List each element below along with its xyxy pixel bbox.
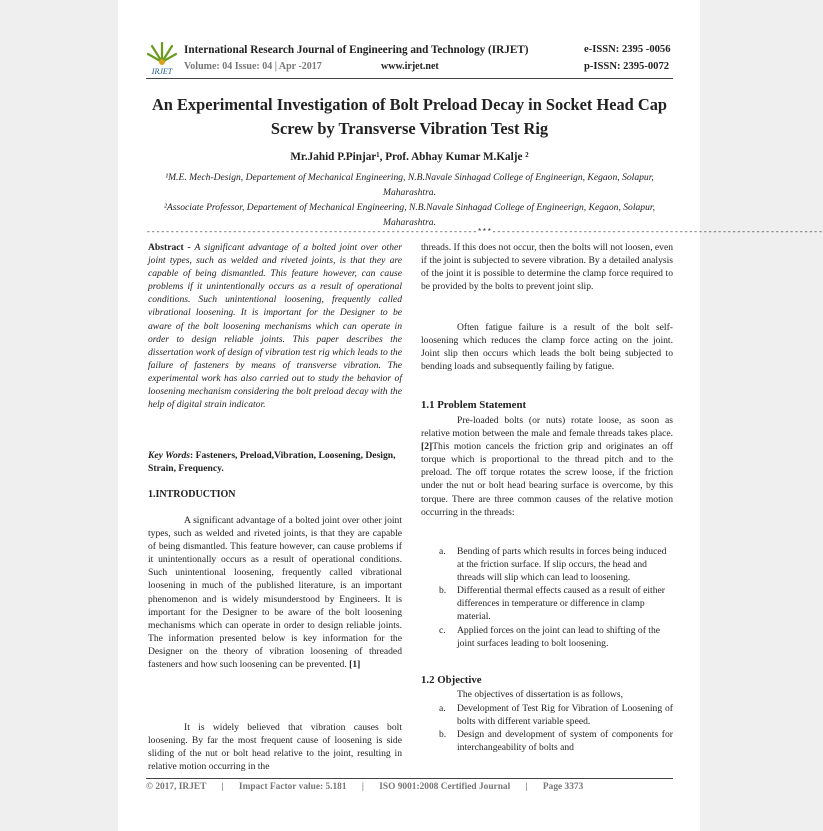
list-marker: c. — [439, 624, 446, 636]
problem-p-text-a: Pre-loaded bolts (or nuts) rotate loose, as soon as relative motion between the male and female threads takes place. — [421, 415, 673, 440]
abstract — [148, 241, 402, 411]
citation-1: [1] — [349, 659, 361, 671]
citation-2: [2] — [421, 441, 433, 453]
list-item-text: Development of Test Rig for Vibration of Loosening of bolts with different variable speed. — [457, 703, 673, 728]
paper-title: An Experimental Investigation of Bolt Preload Decay in Socket Head Cap Screw by Transverse Vibration Test Rig — [151, 95, 668, 138]
header-rule — [146, 78, 673, 79]
intro-paragraph-2: It is widely believed that vibration causes bolt loosening. By far the most frequent cause of loosening is side sliding of the nut or bolt head relative to the joint, resulting in relative motion occurring in the — [148, 722, 402, 773]
list-marker: a. — [439, 703, 446, 714]
eissn: e-ISSN: 2395 -0056 — [584, 44, 671, 55]
affiliation-2: ²Associate Professor, Departement of Mechanical Engineering, N.B.Navale Sinhagad College of Engineerign, Kegaon, Solapur, Maharashtra. — [164, 202, 655, 228]
list-marker: b. — [439, 585, 447, 597]
causes-list — [421, 545, 673, 650]
objective-intro: The objectives of dissertation is as follows, — [457, 689, 623, 700]
intro-p1-text: A significant advantage of a bolted joint over other joint types, such as welded and riveted joints, is that they are capable of being dismantled. This feature however, can cause problems if it unintentionally occurs as a result of operational conditions. Such unintentional loosening, frequently called vibrational loosening in much of the published literature, is an important phenomenon and is widely misunderstood by Engineers. It is important for the Designer to be aware of the bolt loosening mechanisms which can operate in order to design reliable joints. The information presented below is key information for the Designer on the theory of vibration loosening of threaded fasteners and how such loosening can be prevented. — [148, 515, 402, 671]
list-item — [421, 545, 673, 584]
abstract-label: Abstract - — [148, 242, 195, 253]
right-paragraph-2: Often fatigue failure is a result of the bolt self-loosening which reduces the clamp force acting on the joint. Joint slip then occurs which leads the bolt being subjected to bending loads and subsequently failing by fatigue. — [421, 322, 673, 373]
volume-issue: Volume: 04 Issue: 04 | Apr -2017 — [184, 61, 322, 72]
list-marker: b. — [439, 729, 447, 741]
list-item-text: Applied forces on the joint can lead to shifting of the joint surfaces leading to bolt loosening. — [457, 624, 661, 649]
footer-page: Page 3373 — [542, 782, 584, 792]
section-separator: ---------------------------------------------------------------------***--------------------------------------------------------------------- — [146, 228, 823, 237]
intro-heading: 1.INTRODUCTION — [148, 489, 236, 500]
keywords — [148, 449, 402, 475]
journal-name: International Research Journal of Engineering and Technology (IRJET) — [184, 44, 529, 56]
footer-iso: ISO 9001:2008 Certified Journal — [379, 782, 511, 792]
affiliation-1: ¹M.E. Mech-Design, Departement of Mechanical Engineering, N.B.Navale Sinhagad College of Engineerign, Kegaon, Solapur, Maharashtra. — [165, 172, 654, 198]
list-item — [421, 728, 673, 754]
keywords-label: Key Words — [148, 450, 191, 461]
abstract-text: A significant advantage of a bolted joint over other joint types, such as welded and riveted joints, is that they are capable of being dismantled. This feature however, can cause problems if it unintentionally occurs as a result of operational conditions. Such unintentional loosening, frequently called vibrational loosening. It is important for the Designer to be aware of the bolt loosening mechanisms which can operate in order to design reliable joints. This paper describes the dissertation work of design of vibration test rig which leads to the failure of fasteners by means of transverse vibration. The experimental work has also carried out to study the behavior of loosening mechanism considering the bolt preload decay with the help of digital strain indicator. — [148, 242, 402, 411]
problem-p-text-b: This motion cancels the friction grip and originates an off torque which is proportional to the thread pitch and to the preload. The off torque rotates the screw loose, if the friction under the nut or bolt head bearing surface is overcome, by this torque. There are three common causes of the relative motion occurring in the threads: — [421, 441, 673, 518]
list-marker: a. — [439, 546, 446, 557]
keywords-text: : Fasteners, Preload,Vibration, Loosening, Design, Strain, Frequency. — [148, 450, 396, 475]
intro-paragraph-1 — [148, 514, 402, 671]
objectives-list — [421, 702, 673, 754]
list-item — [421, 584, 673, 623]
list-item-text: Bending of parts which results in forces being induced at the friction surface. If slip occurs, the head and threads will slip which can lead to loosening. — [457, 546, 667, 584]
journal-url[interactable]: www.irjet.net — [381, 61, 439, 72]
right-paragraph-1: threads. If this does not occur, then the bolts will not loosen, even if the joint is subjected to severe vibration. By a detailed analysis of the joint it is possible to determine the clamp force required to be provided by the bolts to prevent joint slip. — [421, 242, 673, 293]
list-item — [421, 702, 673, 728]
pissn: p-ISSN: 2395-0072 — [584, 61, 670, 72]
heading-objective: 1.2 Objective — [421, 674, 482, 686]
list-item-text: Design and development of system of components for interchangeability of bolts and — [457, 729, 673, 754]
irjet-logo — [146, 40, 178, 76]
heading-problem-statement: 1.1 Problem Statement — [421, 399, 527, 411]
logo-text: IRJET — [151, 67, 173, 76]
footer-rule — [146, 778, 673, 779]
footer: © 2017, IRJET | Impact Factor value: 5.181 | ISO 9001:2008 Certified Journal | Page 3373 — [146, 782, 584, 792]
footer-copyright: © 2017, IRJET — [146, 782, 207, 792]
list-item — [421, 624, 673, 650]
list-item-text: Differential thermal effects caused as a result of either differences in temperature or difference in clamp material. — [457, 585, 665, 623]
problem-statement-paragraph — [421, 414, 673, 519]
footer-impact: Impact Factor value: 5.181 — [238, 782, 347, 792]
authors: Mr.Jahid P.Pinjar¹, Prof. Abhay Kumar M.Kalje ² — [290, 151, 529, 163]
